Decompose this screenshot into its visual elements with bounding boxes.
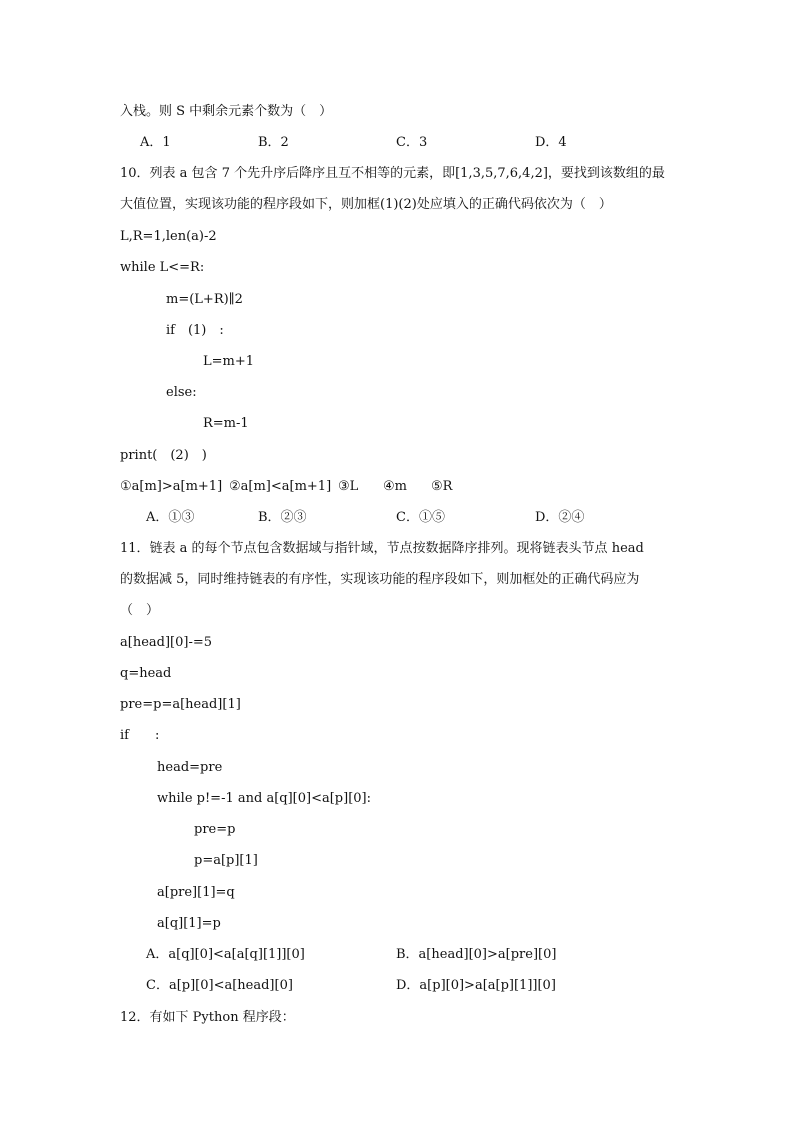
q10-choice: ②a[m]<a[m+1] bbox=[229, 479, 332, 494]
q11-code-line: pre=p bbox=[194, 822, 236, 837]
q11-code-line: a[head][0]-=5 bbox=[120, 635, 213, 650]
q11-code-line: q=head bbox=[120, 666, 172, 681]
q10-code-line: L=m+1 bbox=[203, 354, 255, 369]
q10-stem-line2: 大值位置，实现该功能的程序段如下，则加框(1)(2)处应填入的正确代码依次为（ ） bbox=[120, 197, 612, 212]
q10-choice: ⑤R bbox=[431, 479, 453, 494]
q10-options bbox=[0, 510, 794, 526]
q11-option-d: D．a[p][0]>a[a[p][1]][0] bbox=[396, 978, 556, 993]
q11-code-line: a[pre][1]=q bbox=[157, 885, 235, 900]
q9-stem-tail: 入栈。则 S 中剩余元素个数为（ ） bbox=[120, 104, 333, 119]
q11-code-line: while p!=-1 and a[q][0]<a[p][0]: bbox=[157, 791, 371, 806]
q11-option-a: A．a[q][0]<a[a[q][1]][0] bbox=[146, 947, 305, 962]
q9-options bbox=[0, 135, 794, 151]
q9-option-d: D．4 bbox=[535, 135, 567, 150]
q9-option-b: B．2 bbox=[258, 135, 289, 150]
q10-choice: ③L bbox=[338, 479, 359, 494]
q11-options-row1 bbox=[0, 947, 794, 963]
q10-option-b: B．②③ bbox=[258, 510, 307, 525]
q10-code-line: print( (2) ) bbox=[120, 448, 207, 463]
q11-code-line: pre=p=a[head][1] bbox=[120, 697, 241, 712]
q10-option-d: D．②④ bbox=[535, 510, 585, 525]
q11-option-c: C．a[p][0]<a[head][0] bbox=[146, 978, 293, 993]
q10-code-line: else: bbox=[166, 385, 197, 400]
q11-code-line: if : bbox=[120, 728, 160, 743]
q10-option-c: C．①⑤ bbox=[396, 510, 445, 525]
q10-choice: ①a[m]>a[m+1] bbox=[120, 479, 223, 494]
q12-stem: 12．有如下 Python 程序段： bbox=[120, 1010, 295, 1025]
q10-code-line: m=(L+R)∥2 bbox=[166, 292, 243, 307]
q11-stem-line1: 11．链表 a 的每个节点包含数据域与指针域，节点按数据降序排列。现将链表头节点 head bbox=[120, 541, 644, 556]
q9-option-a: A．1 bbox=[140, 135, 171, 150]
q10-choices bbox=[0, 479, 794, 495]
q10-code-line: R=m-1 bbox=[203, 416, 249, 431]
q11-stem-line3: （ ） bbox=[120, 603, 160, 618]
q10-choice: ④m bbox=[383, 479, 407, 494]
q10-code-line: L,R=1,len(a)-2 bbox=[120, 229, 217, 244]
q10-stem-line1: 10．列表 a 包含 7 个先升序后降序且互不相等的元素，即[1,3,5,7,6,4,2]，要找到该数组的最 bbox=[120, 166, 665, 181]
q11-option-b: B．a[head][0]>a[pre][0] bbox=[396, 947, 557, 962]
q11-code-line: head=pre bbox=[157, 760, 223, 775]
q11-code-line: p=a[p][1] bbox=[194, 853, 258, 868]
q11-code-line: a[q][1]=p bbox=[157, 916, 221, 931]
q11-stem-line2: 的数据减 5，同时维持链表的有序性，实现该功能的程序段如下，则加框处的正确代码应为 bbox=[120, 572, 640, 587]
q11-options-row2 bbox=[0, 978, 794, 994]
q9-option-c: C．3 bbox=[396, 135, 428, 150]
q10-code-line: if (1) : bbox=[166, 323, 224, 338]
q10-code-line: while L<=R: bbox=[120, 260, 205, 275]
q10-option-a: A．①③ bbox=[146, 510, 195, 525]
